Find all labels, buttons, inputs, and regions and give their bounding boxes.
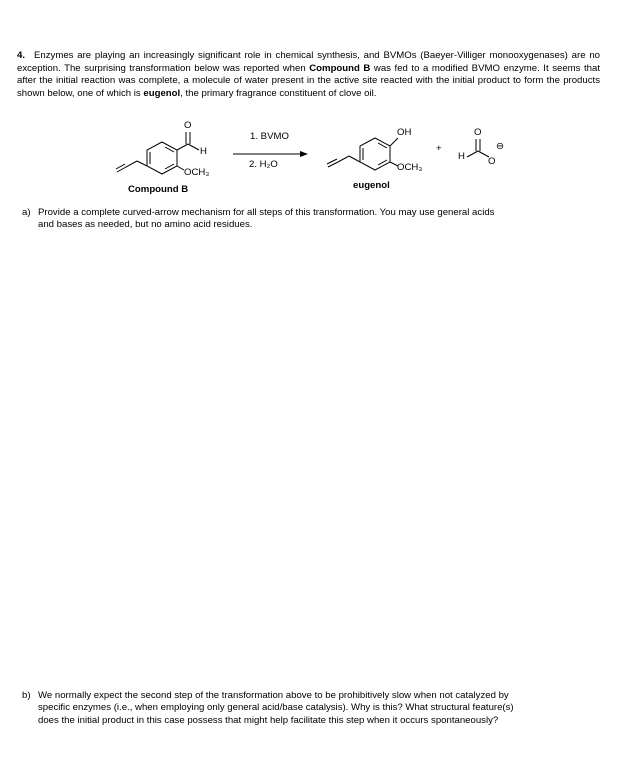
compound-b-carbonyl-o: O xyxy=(184,120,192,131)
part-b-line-3: does the initial product in this case possess that might help facilitate this step when it occurs spontaneously? xyxy=(38,714,499,726)
formate-structure xyxy=(467,139,489,157)
intro-text-1: Enzymes are playing an increasingly significant role in chemical synthesis, and BVMOs (Baeyer-Villiger monooxygenases) are no exception. The surprising transformation below was reported when xyxy=(17,50,600,74)
part-a-line-2: and bases as needed, but no amino acid residues. xyxy=(38,219,253,231)
question-part-b xyxy=(22,690,597,727)
reaction-structures xyxy=(0,118,621,198)
intro-text-2: was fed to a modified BVMO enzyme. It seems that after the initial reaction was complete, a molecule of water present in the active site reacted with the initial product to form the products shown below, one of which is xyxy=(17,62,601,99)
eugenol-structure xyxy=(327,138,398,170)
question-part-a xyxy=(22,207,592,232)
negative-charge-icon: ⊖ xyxy=(496,141,505,152)
reagent-1: 1. BVMO xyxy=(250,131,289,142)
question-number: 4. xyxy=(17,50,26,61)
compound-b-label: Compound B xyxy=(128,184,189,195)
question-intro xyxy=(17,50,600,100)
formate-anion-o: O xyxy=(488,156,496,167)
intro-eugenol: eugenol xyxy=(143,87,181,99)
formate-h: H xyxy=(458,151,465,162)
part-b-line-1: We normally expect the second step of the transformation above to be prohibitively slow when not catalyzed by xyxy=(38,690,509,701)
intro-compound-b: Compound B xyxy=(309,62,371,74)
eugenol-label: eugenol xyxy=(353,180,390,191)
reagent-2: 2. H₂O xyxy=(249,159,278,170)
plus-sign: + xyxy=(436,143,442,154)
reaction-scheme xyxy=(0,118,621,198)
part-b-line-2: specific enzymes (i.e., when employing only general acid/base catalysis). Why is this? What structural feature(s) xyxy=(38,702,514,714)
compound-b-methoxy: OCH₃ xyxy=(184,167,210,178)
part-b-tag: b) xyxy=(22,690,31,701)
compound-b-aldehyde-h: H xyxy=(200,146,207,157)
arrow-head xyxy=(300,151,308,157)
part-a-line-1: Provide a complete curved-arrow mechanism for all steps of this transformation. You may use general acids xyxy=(38,207,495,218)
formate-carbonyl-o: O xyxy=(474,127,482,138)
part-a-tag: a) xyxy=(22,207,31,218)
intro-text-3: , the primary fragrance constituent of clove oil. xyxy=(180,87,377,99)
eugenol-hydroxyl: OH xyxy=(397,127,412,138)
eugenol-methoxy: OCH₃ xyxy=(397,162,423,173)
